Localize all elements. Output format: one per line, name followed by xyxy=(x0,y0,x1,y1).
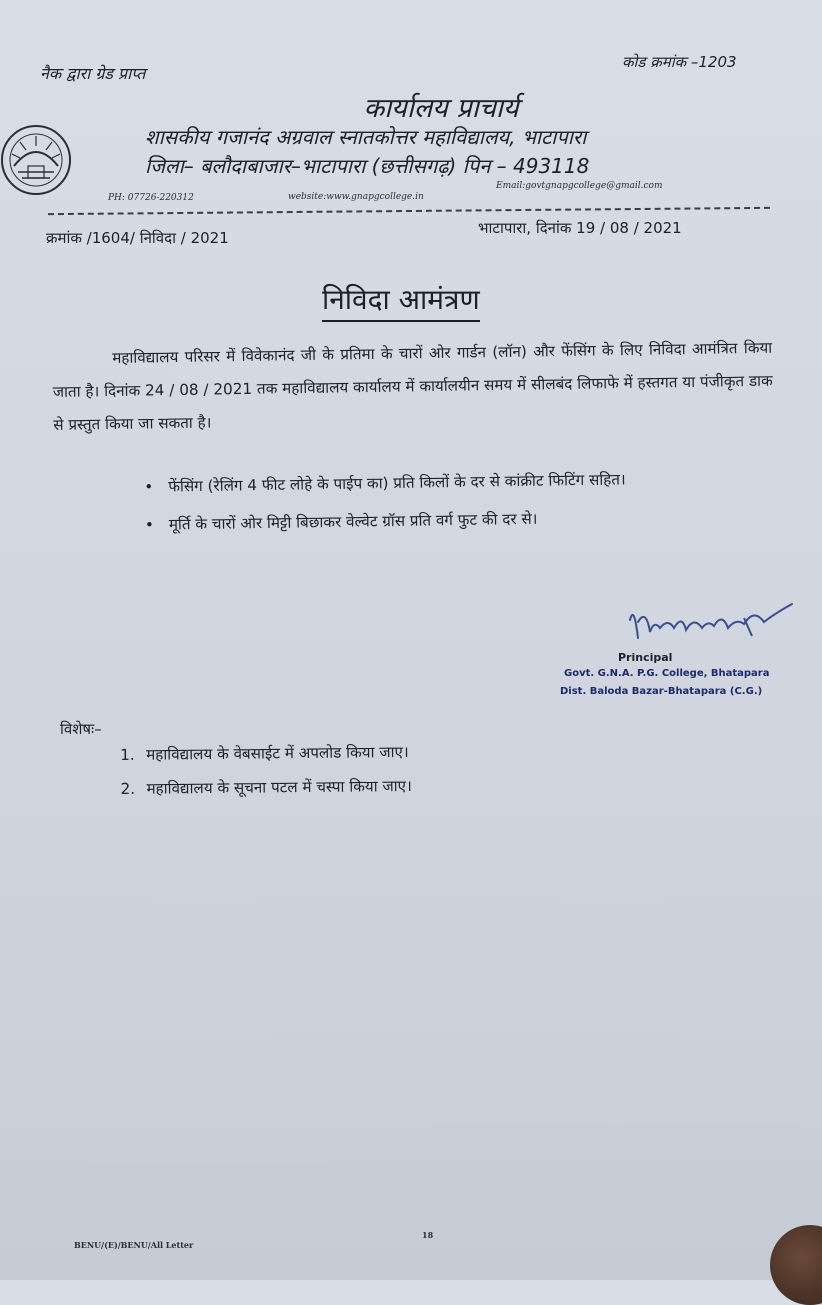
notes-list xyxy=(120,732,741,806)
signatory-title: Principal xyxy=(618,651,673,664)
email-address: Email:govtgnapgcollege@gmail.com xyxy=(496,181,663,191)
code-number: कोड क्रमांक –1203 xyxy=(622,53,737,71)
website-address: website:www.gnapgcollege.in xyxy=(288,192,424,202)
notice-paragraph: महाविद्यालय परिसर में विवेकानंद जी के प्रतिमा के चारों ओर गार्डन (लॉन) और फेंसिंग के लिए निविदा आमंत्रित किया जाता है। दिनांक 24 / 08 / 2021 तक महाविद्यालय कार्यालय में कार्यालयीन समय में सीलबंद लिफाफे में हस्तगत या पंजीकृत डाक से प्रस्तुत किया जा सकता है। xyxy=(52,338,773,434)
reference-number: क्रमांक /1604/ निविदा / 2021 xyxy=(46,229,229,247)
notice-title: निविदा आमंत्रण xyxy=(322,280,480,322)
district-line: जिला– बलौदाबाजार–भाटापारा (छत्तीसगढ़) पिन – 493118 xyxy=(145,154,590,178)
grade-note: नैक द्वारा ग्रेड प्राप्त xyxy=(40,64,146,83)
thumb-shadow xyxy=(770,1225,822,1305)
office-title: कार्यालय प्राचार्य xyxy=(363,93,519,124)
signatory-district: Dist. Baloda Bazar-Bhatapara (C.G.) xyxy=(560,686,763,697)
note-number: 2. xyxy=(120,779,136,798)
footer-reference: BENU/(E)/BENU/All Letter xyxy=(74,1240,194,1250)
signatory-college: Govt. G.N.A. P.G. College, Bhatapara xyxy=(564,668,770,679)
notes-heading: विशेषः– xyxy=(60,720,102,738)
signature-scribble xyxy=(624,598,804,650)
college-seal-icon xyxy=(0,120,76,200)
place-date: भाटापारा, दिनांक 19 / 08 / 2021 xyxy=(478,219,682,237)
footer-page-number: 18 xyxy=(422,1230,434,1240)
note-text: महाविद्यालय के वेबसाईट में अपलोड किया जाए। xyxy=(146,742,409,764)
tender-items xyxy=(140,460,781,546)
note-text: महाविद्यालय के सूचना पटल में चस्पा किया जाए। xyxy=(146,776,412,798)
header-divider xyxy=(48,207,770,215)
list-item: • मूर्ति के चारों ओर मिट्टी बिछाकर वेल्वेट ग्रॉस प्रति वर्ग फुट की दर से। xyxy=(141,498,781,542)
phone-number: PH: 07726-220312 xyxy=(108,193,194,203)
list-item xyxy=(120,766,740,806)
list-item: • फेंसिंग (रेलिंग 4 फीट लोहे के पाईप का) प्रति किलों के दर से कांक्रीट फिटिंग सहित। xyxy=(140,460,780,504)
note-number: 1. xyxy=(120,745,135,764)
college-name: शासकीय गजानंद अग्रवाल स्नातकोत्तर महाविद्यालय, भाटापारा xyxy=(145,125,587,149)
